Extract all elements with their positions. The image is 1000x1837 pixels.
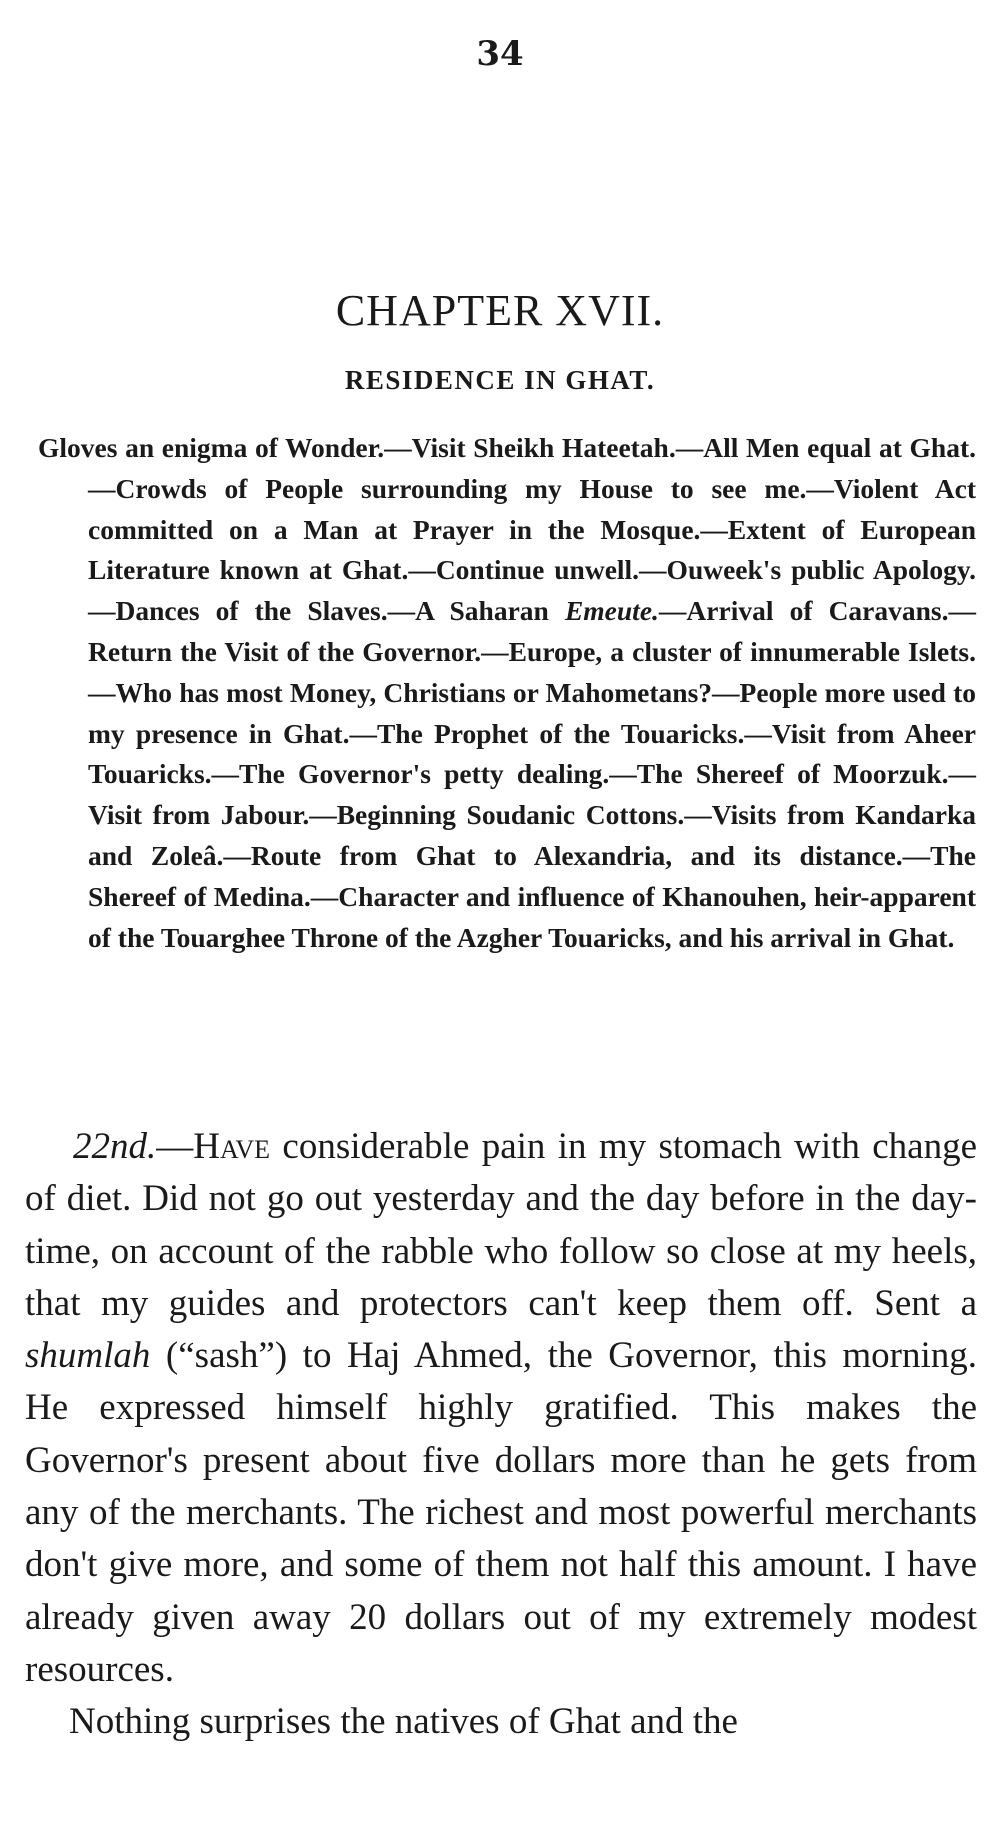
chapter-title: CHAPTER XVII. (335, 286, 665, 335)
summary-text-rest: —Arrival of Caravans.—Return the Visit of the Governor.—Europe, a cluster of innumerable Islets.—Who has most Money, Christians or Mahometans?—People more used to my presence in Ghat.—The Prophet of the Touaricks.—Visit from Aheer Touaricks.—The Governor's petty dealing.—The Shereef of Moorzuk.—Visit from Jabour.—Beginning Soudanic Cottons.—Visits from Kandarka and Zoleâ.—Route from Ghat to Alexandria, and its distance.—The Shereef of Medina.—Character and influence of Khanouhen, heir-apparent of the Touarghee Throne of the Azgher Touaricks, and his arrival in Ghat. (88, 595, 977, 953)
paragraph-text-cont: (“sash”) to Haj Ahmed, the Governor, this morning. He expressed himself highly gratified. This makes the Governor's present about five dollars more than he gets from any of the merchants. The richest and most powerful merchants don't give more, and some of them not half this amount. I have already given away 20 dollars out of my extremely modest resources. (25, 1335, 977, 1690)
entry-date: 22nd. (73, 1126, 157, 1167)
chapter-subtitle: RESIDENCE IN GHAT. (344, 365, 656, 395)
dash: — (156, 1126, 194, 1167)
summary-italic-word: Emeute. (564, 595, 659, 627)
paragraph (25, 1121, 977, 1696)
lead-word: Have (193, 1126, 271, 1167)
chapter-summary (38, 428, 977, 958)
paragraph: Nothing surprises the natives of Ghat and the (69, 1701, 738, 1743)
body-text (25, 1121, 977, 1749)
page-number: 34 (476, 34, 524, 74)
paragraph-text: considerable pain in my stomach with change of diet. Did not go out yesterday and the day before in the day-time, on account of the rabble who follow so close at my heels, that my guides and protectors can't keep them off. Sent a (25, 1126, 977, 1324)
italic-term: shumlah (25, 1335, 151, 1377)
summary-text: Gloves an enigma of Wonder.—Visit Sheikh Hateetah.—All Men equal at Ghat.—Crowds of People surrounding my House to see me.—Violent Act committed on a Man at Prayer in the Mosque.—Extent of European Literature known at Ghat.—Continue unwell.—Ouweek's public Apology.—Dances of the Slaves.—A Saharan (38, 432, 976, 627)
